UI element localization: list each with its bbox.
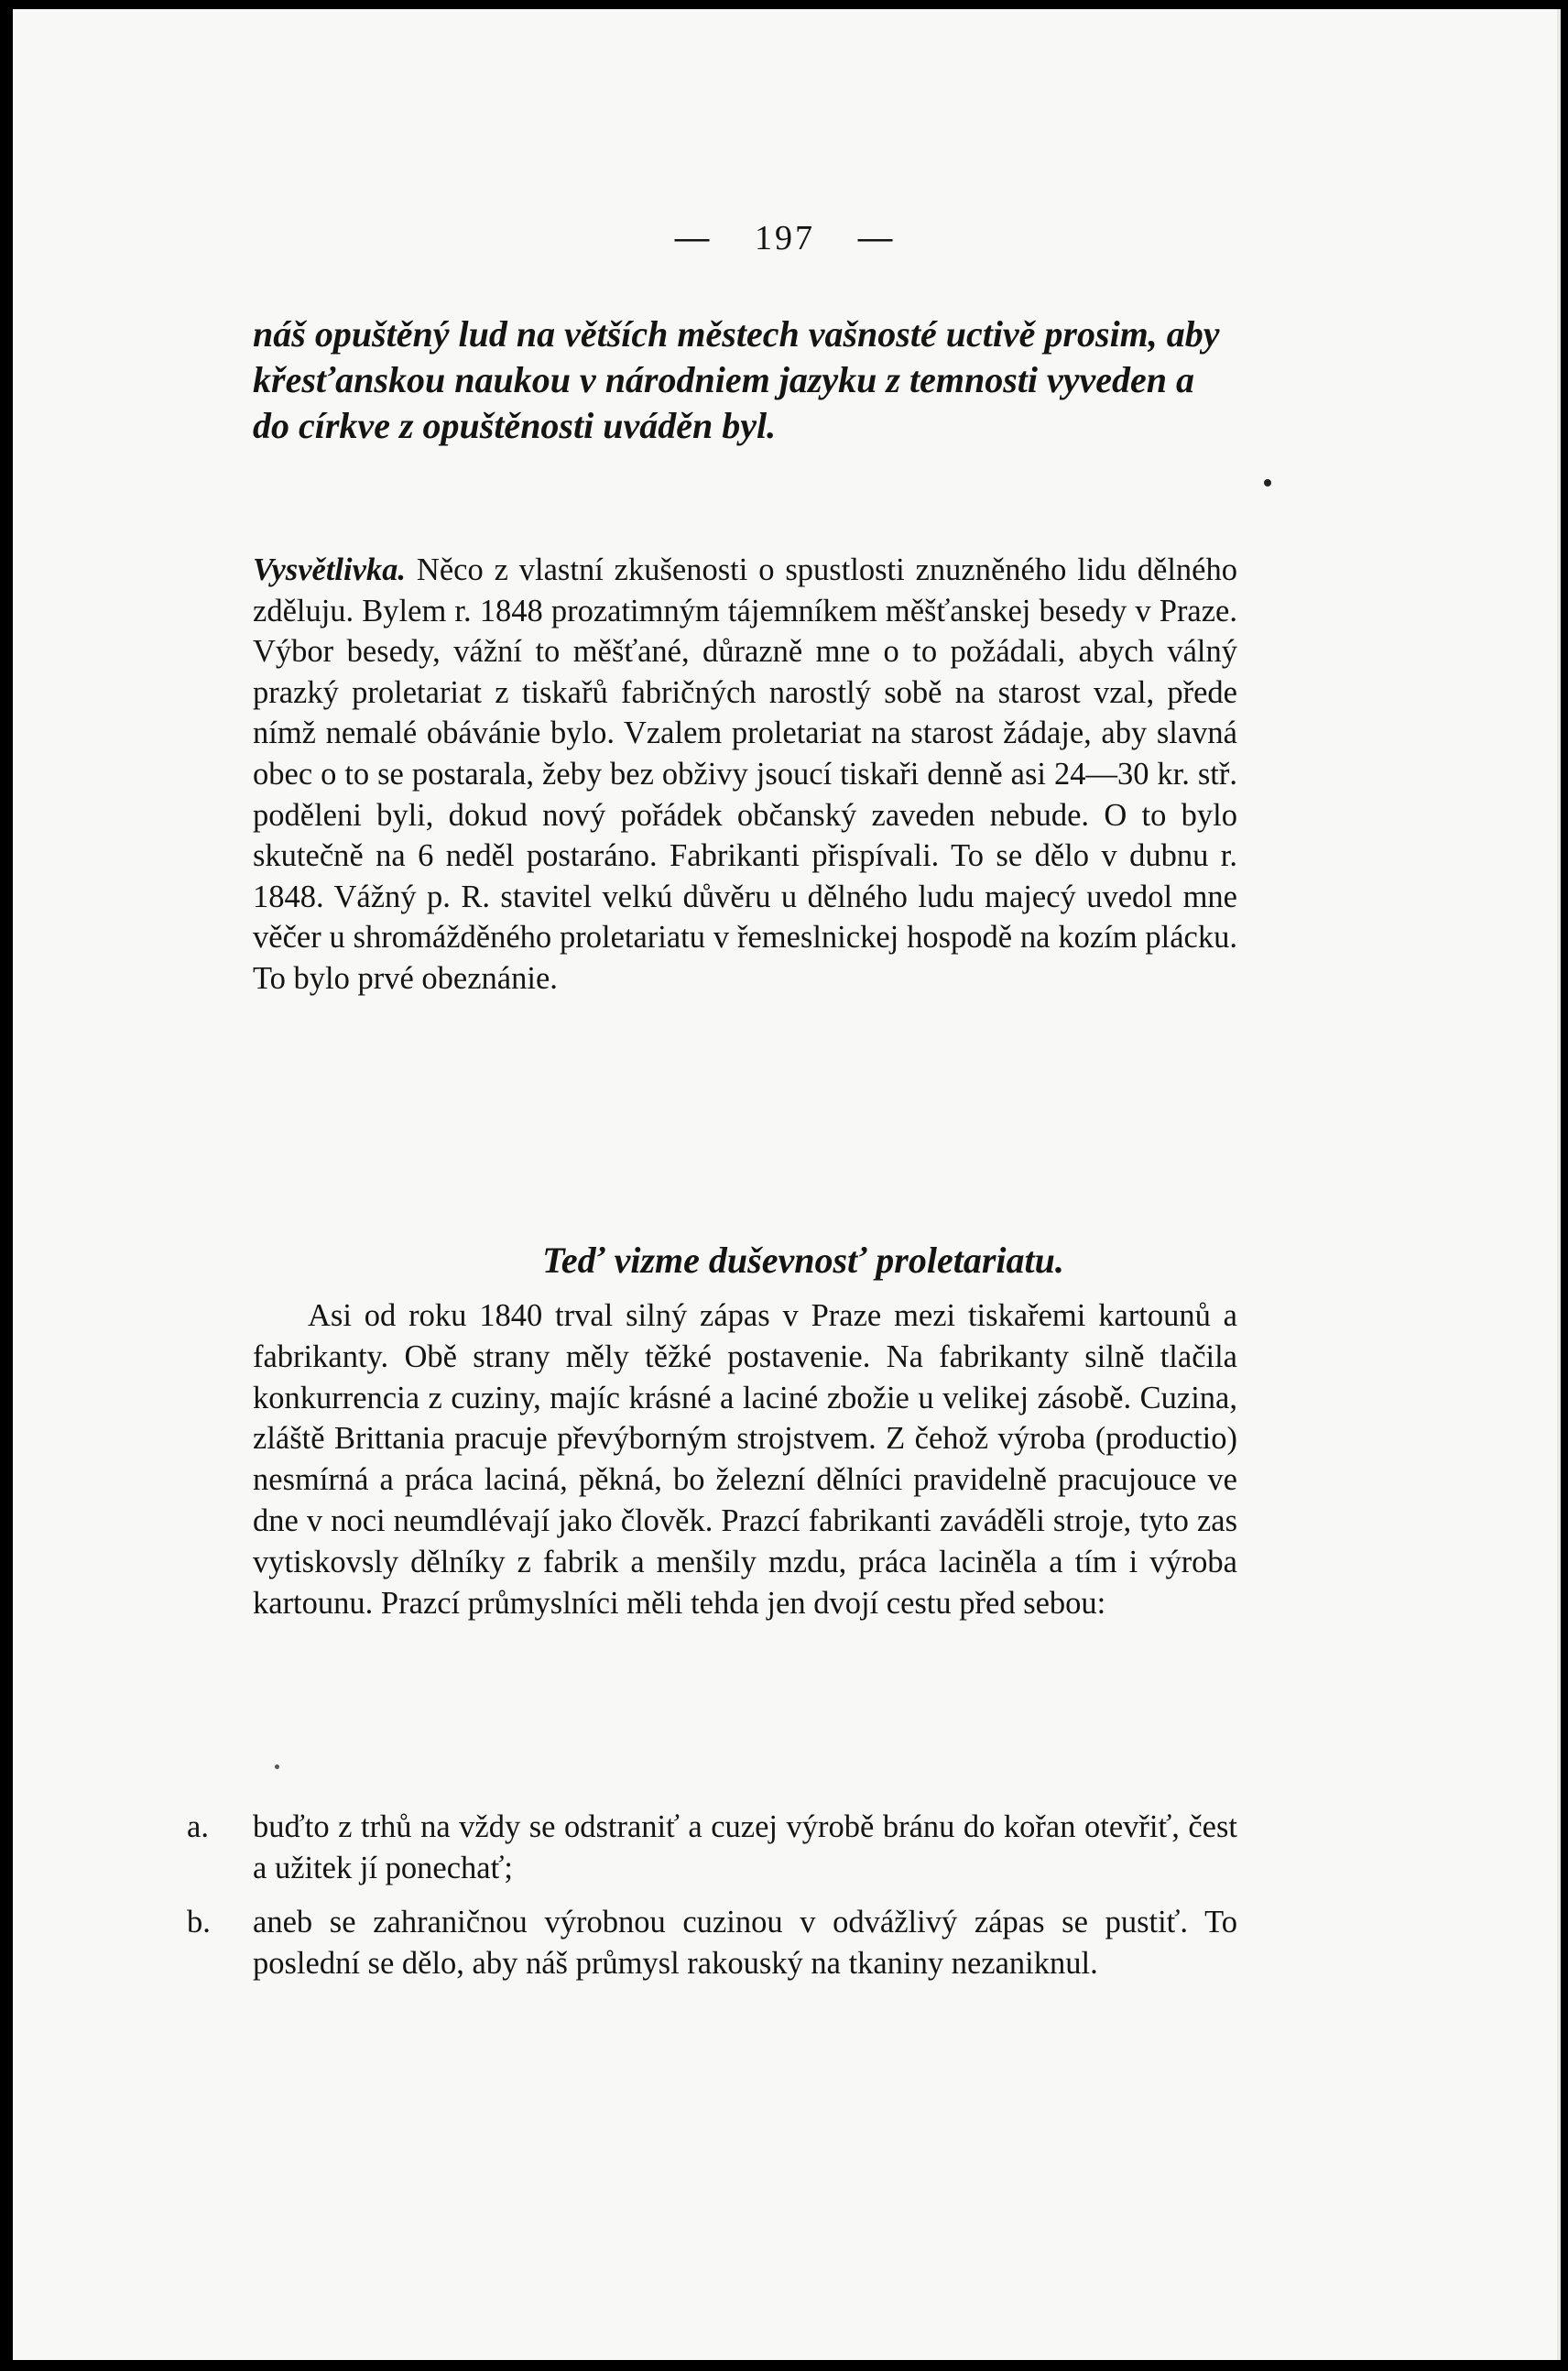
- list-text-b: aneb se zahraničnou výrobnou cuzinou v odvážlivý zápas se pustiť. To poslední se dělo, aby náš průmysl rakouský na tkaniny nezaniknul.: [253, 1905, 1237, 1981]
- list-marker-b: b.: [187, 1905, 211, 1939]
- list-item-a: [187, 1807, 1237, 1888]
- list-text-a: buďto z trhů na vždy se odstraniť a cuzej výrobě bránu do kořan otevřiť, čest a užitek jí ponechať;: [253, 1809, 1237, 1885]
- page-number-line: [13, 218, 1557, 258]
- list-item-b: [187, 1902, 1237, 1983]
- page-number-dash-right: —: [857, 219, 896, 257]
- body-paragraph: Asi od roku 1840 trval silný zápas v Praze mezi tiskařemi kartounů a fabrikanty. Obě strany měly těžké postavenie. Na fabrikanty silně tlačila konkurrencia z cuziny, majíc krásné a laciné zbožie u velikej zásobě. Cuzina, zláště Brittania pracuje převýborným strojstvem. Z čehož výroba (productio) nesmírná a práca laciná, pěkná, bo železní dělníci pravidelně pracujouce ve dne v noci neumdlévají jako člověk. Prazcí fabrikanti zaváděli stroje, tyto zas vytiskovsly dělníky z fabrik a menšily mzdu, práca laciněla a tím i výroba kartounu. Prazcí průmyslníci měli tehda jen dvojí cestu před sebou:: [253, 1298, 1237, 1621]
- section-heading: Teď vizme duševnosť proletariatu.: [542, 1240, 1064, 1281]
- margin-ink-speck: [275, 1765, 279, 1769]
- note-text: Něco z vlastní zkušenosti o spustlosti znuzněného lidu dělného zděluju. Bylem r. 1848 prozatimným tájemníkem měšťanskej besedy v Praze. Výbor besedy, vážní to měšťané, důrazně mne o to požádali, abych válný prazký proletariat z tiskařů fabričných narostlý sobě na starost vzal, přede nímž nemalé obávánie bylo. Vzalem proletariat na starost žádaje, aby slavná obec o to se postarala, žeby bez obživy jsoucí tiskaři denně asi 24—30 kr. stř. poděleni byli, dokud nový pořádek občanský zaveden nebude. O to bylo skutečně na 6 neděl postaráno. Fabrikanti přispívali. To se dělo v dubnu r. 1848. Vážný p. R. stavitel velkú důvěru u dělného ludu majecý uvedol mne věčer u shromážděného proletariatu v řemeslnickej hospodě na kozím plácku. To bylo prvé obeznánie.: [253, 552, 1237, 996]
- list-marker-a: a.: [187, 1809, 209, 1844]
- note-heading: Vysvětlivka.: [253, 552, 407, 587]
- margin-ink-dot: [1264, 479, 1271, 486]
- book-page: [13, 9, 1561, 2360]
- explanatory-note: [253, 550, 1237, 1000]
- page-number: 197: [755, 219, 815, 257]
- italic-paragraph: náš opuštěný lud na větších městech vašnosté uctivě prosim, aby křesťanskou naukou v národniem jazyku z temnosti vyveden a do církve z opuštěnosti uváděn byl.: [253, 313, 1220, 446]
- page-number-dash-left: —: [674, 219, 713, 257]
